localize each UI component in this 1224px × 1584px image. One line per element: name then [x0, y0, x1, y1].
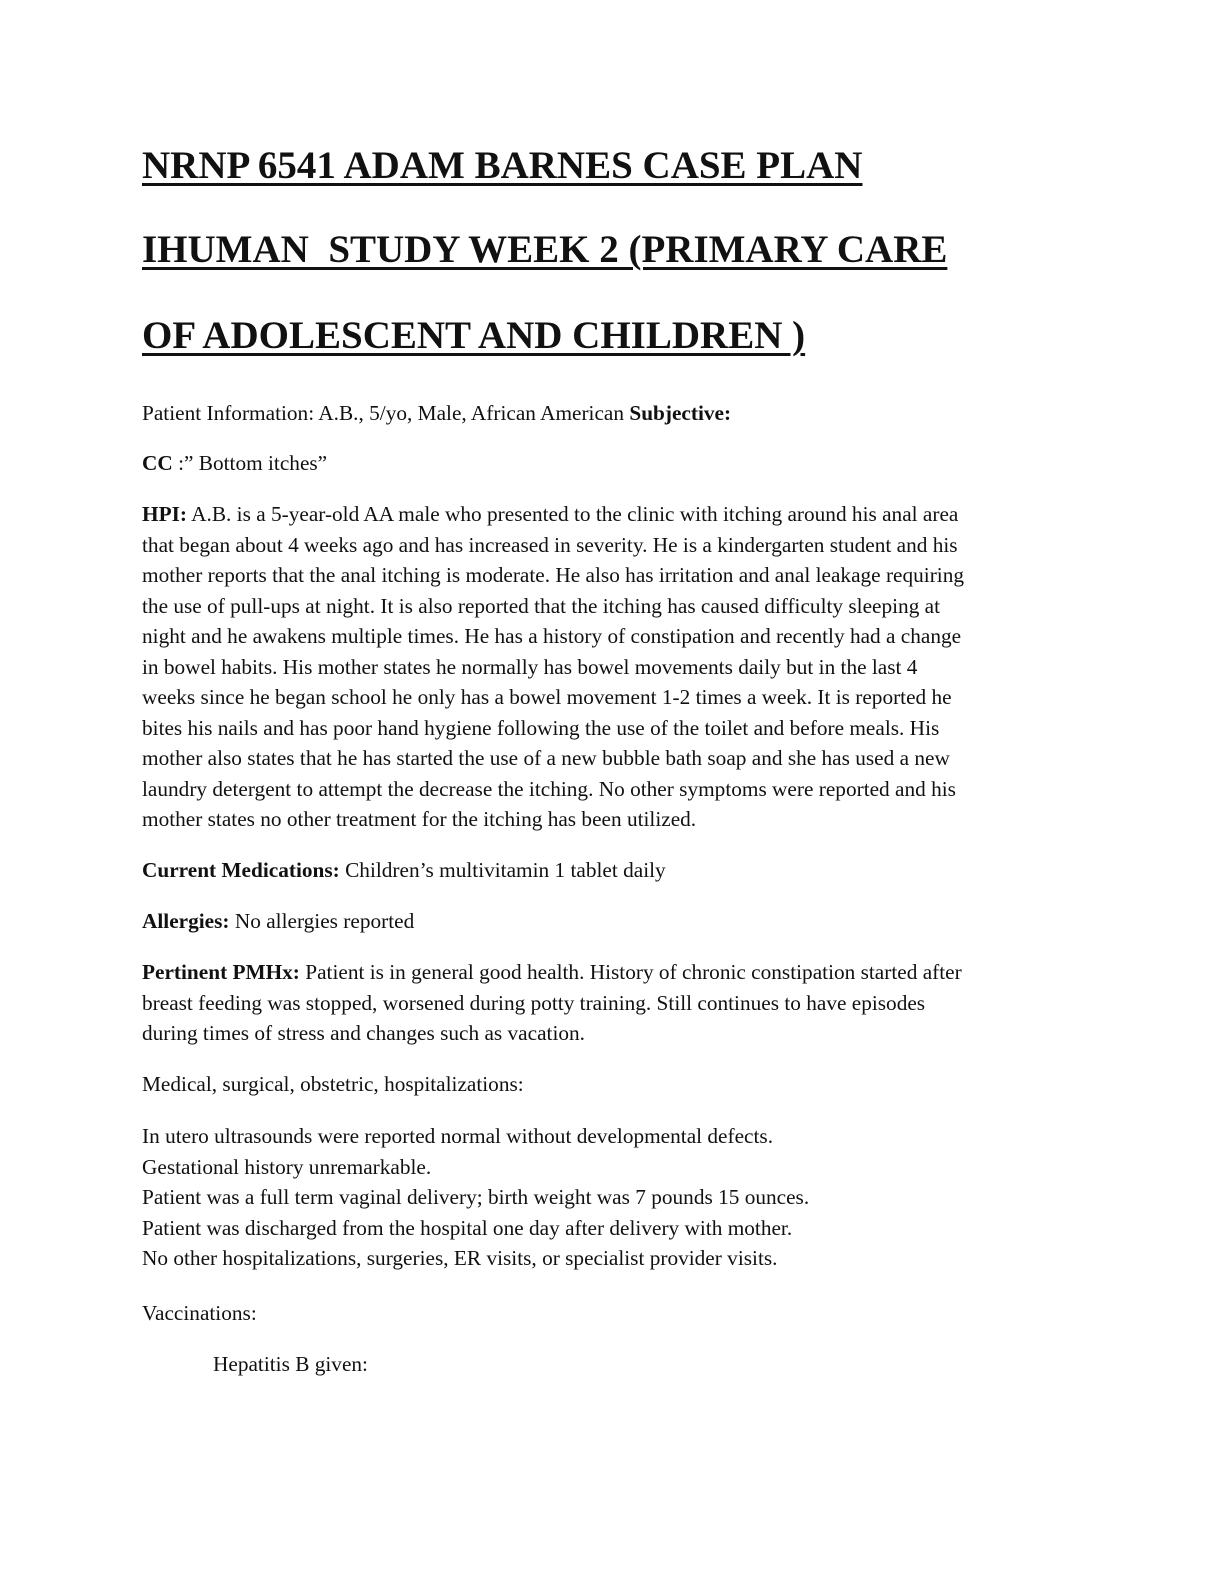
title-line-2: IHUMAN STUDY WEEK 2 (PRIMARY CARE	[142, 228, 948, 271]
pertinent-pmhx	[142, 957, 1072, 1049]
hpi-paragraph	[142, 499, 1072, 835]
medical-line: Patient was discharged from the hospital one day after delivery with mother.	[142, 1215, 793, 1240]
medications-label: Current Medications:	[142, 858, 340, 882]
allergies	[142, 906, 1072, 937]
title-line-3: OF ADOLESCENT AND CHILDREN )	[142, 314, 806, 357]
pmhx-line: breast feeding was stopped, worsened during potty training. Still continues to have episodes	[142, 990, 926, 1015]
title-line-1: NRNP 6541 ADAM BARNES CASE PLAN	[142, 144, 863, 187]
allergies-text: No allergies reported	[229, 909, 415, 933]
chief-complaint	[142, 448, 1072, 479]
current-medications	[142, 855, 1072, 886]
cc-label: CC	[142, 451, 173, 475]
hpi-line: night and he awakens multiple times. He has a history of constipation and recently had a change	[142, 624, 962, 648]
medical-history-list	[142, 1121, 1072, 1274]
hepatitis-b-item: Hepatitis B given:	[213, 1352, 368, 1376]
subjective-label: Subjective:	[629, 401, 732, 425]
pmhx-label: Pertinent PMHx:	[142, 960, 300, 984]
vaccinations-heading: Vaccinations:	[142, 1301, 257, 1325]
hpi-line: weeks since he began school he only has a bowel movement 1-2 times a week. It is reported he	[142, 685, 952, 709]
hpi-label: HPI:	[142, 502, 187, 526]
hpi-line: that began about 4 weeks ago and has increased in severity. He is a kindergarten student and his	[142, 532, 958, 557]
patient-information	[142, 398, 1072, 429]
hpi-line: in bowel habits. His mother states he normally has bowel movements daily but in the last 4	[142, 654, 918, 679]
cc-text: :” Bottom itches”	[172, 451, 328, 475]
pmhx-line: during times of stress and changes such as vacation.	[142, 1021, 585, 1045]
hpi-line: mother states no other treatment for the itching has been utilized.	[142, 807, 697, 831]
hpi-line: bites his nails and has poor hand hygiene following the use of the toilet and before meals. His	[142, 715, 940, 740]
hpi-line: laundry detergent to attempt the decrease the itching. No other symptoms were reported and his	[142, 776, 956, 801]
pmhx-line: Pertinent PMHx: Patient is in general good health. History of chronic constipation started after	[142, 960, 962, 984]
hpi-line: HPI: A.B. is a 5-year-old AA male who presented to the clinic with itching around his anal area	[142, 502, 959, 526]
medical-heading: Medical, surgical, obstetric, hospitalizations:	[142, 1072, 524, 1096]
medical-line: No other hospitalizations, surgeries, ER visits, or specialist provider visits.	[142, 1246, 778, 1270]
allergies-label: Allergies:	[142, 909, 230, 933]
medical-line: In utero ultrasounds were reported normal without developmental defects.	[142, 1124, 774, 1148]
hpi-line: mother also states that he has started the use of a new bubble bath soap and she has used a new	[142, 746, 950, 770]
hpi-line: mother reports that the anal itching is moderate. He also has irritation and anal leakage requiring	[142, 563, 965, 587]
medications-text: Children’s multivitamin 1 tablet daily	[339, 858, 666, 882]
hpi-line: the use of pull-ups at night. It is also reported that the itching has caused difficulty sleeping at	[142, 593, 941, 618]
patient-information-text: Patient Information: A.B., 5/yo, Male, African American	[142, 401, 630, 425]
medical-line: Gestational history unremarkable.	[142, 1154, 432, 1179]
medical-line: Patient was a full term vaginal delivery; birth weight was 7 pounds 15 ounces.	[142, 1185, 810, 1209]
